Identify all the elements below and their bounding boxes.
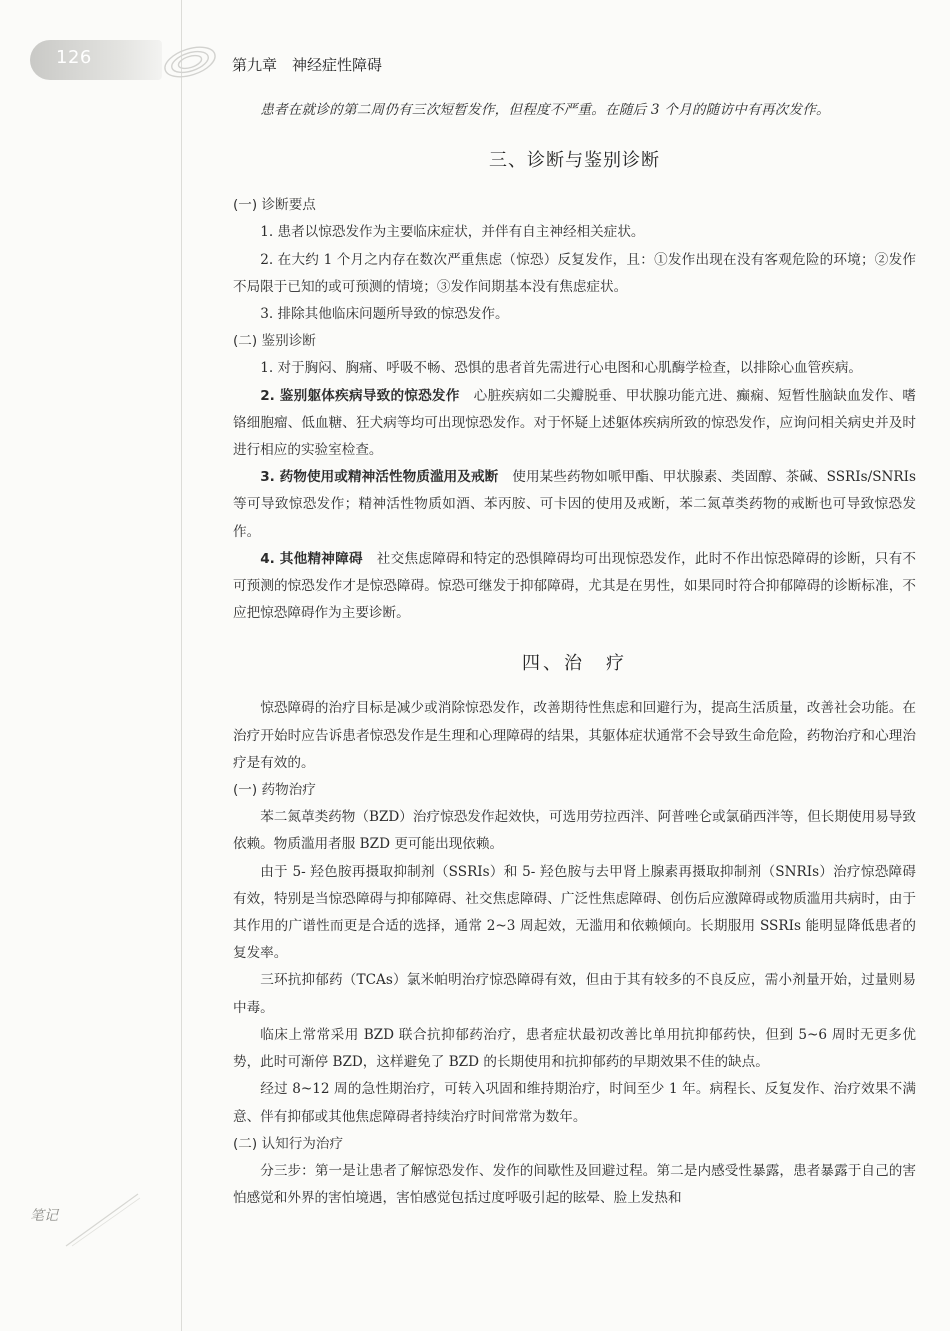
page-number: 126 (56, 47, 92, 68)
differential-item (233, 464, 916, 546)
diagnostic-point: 3. 排除其他临床问题所导致的惊恐发作。 (260, 306, 509, 323)
differential-item: 1. 对于胸闷、胸痛、呼吸不畅、恐惧的患者首先需进行心电图和心肌酶学检查，以排除心血管疾病。 (260, 360, 863, 377)
differential-item-text: 社交焦虑障碍和特定的恐惧障碍均可出现惊恐发作，此时不作出惊恐障碍的诊断，只有不可预测的惊恐发作才是惊恐障碍。惊恐可继发于抑郁障碍，尤其是在男性，如果同时符合抑郁障碍的诊断标准，不应把惊恐障碍作为主要诊断。 (233, 550, 916, 622)
differential-item-text: 使用某些药物如哌甲酯、甲状腺素、类固醇、茶碱、SSRIs/SNRIs 等可导致惊恐发作；精神活性物质如酒、苯丙胺、可卡因的使用及戒断，苯二氮䓬类药物的戒断也可导致惊恐发作。 (233, 469, 916, 540)
differential-item-lead: 4. 其他精神障碍 (260, 550, 363, 567)
subsection-diagnostic-points: (一) 诊断要点 (233, 197, 316, 214)
margin-rule (181, 0, 182, 1331)
section-title-diagnosis: 三、诊断与鉴别诊断 (489, 150, 660, 172)
subsection-cbt: (二) 认知行为治疗 (233, 1135, 344, 1152)
diagnostic-point: 1. 患者以惊恐发作为主要临床症状，并伴有自主神经相关症状。 (260, 224, 645, 241)
diagnostic-point: 2. 在大约 1 个月之内存在数次严重焦虑（惊恐）反复发作，且：①发作出现在没有客观危险的环境；②发作不局限于已知的或可预测的情境；③发作间期基本没有焦虑症状。 (233, 251, 916, 295)
margin-note-label: 笔记 (30, 1208, 58, 1224)
differential-item (233, 546, 916, 628)
pen-stroke-icon (62, 1190, 142, 1250)
swirl-logo-icon (160, 30, 230, 90)
chapter-header: 第九章 神经症性障碍 (232, 56, 383, 74)
differential-item (233, 383, 916, 465)
section-title-treatment: 四、治 疗 (522, 653, 627, 675)
treatment-intro: 惊恐障碍的治疗目标是减少或消除惊恐发作，改善期待性焦虑和回避行为，提高生活质量，改善社会功能。在治疗开始时应告诉患者惊恐发作是生理和心理障碍的结果，其躯体症状通常不会导致生命危险，药物治疗和心理治疗是有效的。 (233, 700, 916, 771)
case-paragraph: 患者在就诊的第二周仍有三次短暂发作，但程度不严重。在随后 3 个月的随访中有再次发作。 (260, 102, 830, 118)
drug-therapy-paragraph: 由于 5- 羟色胺再摄取抑制剂（SSRIs）和 5- 羟色胺与去甲肾上腺素再摄取抑制剂（SNRIs）治疗惊恐障碍有效，特别是当惊恐障碍与抑郁障碍、社交焦虑障碍、广泛性焦虑障碍、创伤后应激障碍或物质滥用共病时，由于其作用的广谱性而更是合适的选择，通常 2~3 周起效，无滥用和依赖倾向。长期服用 SSRIs 能明显降低患者的复发率。 (233, 863, 916, 962)
cbt-paragraph: 分三步：第一是让患者了解惊恐发作、发作的间歇性及回避过程。第二是内感受性暴露，患者暴露于自己的害怕感觉和外界的害怕境遇，害怕感觉包括过度呼吸引起的眩晕、脸上发热和 (233, 1162, 916, 1207)
drug-therapy-paragraph: 经过 8~12 周的急性期治疗，可转入巩固和维持期治疗，时间至少 1 年。病程长、反复发作、治疗效果不满意、伴有抑郁或其他焦虑障碍者持续治疗时间常常为数年。 (233, 1081, 916, 1125)
differential-item-lead: 2. 鉴别躯体疾病导致的惊恐发作 (260, 387, 460, 404)
differential-item-lead: 3. 药物使用或精神活性物质滥用及戒断 (260, 469, 499, 486)
subsection-differential: (二) 鉴别诊断 (233, 333, 316, 350)
differential-item-text: 心脏疾病如二尖瓣脱垂、甲状腺功能亢进、癫痫、短暂性脑缺血发作、嗜铬细胞瘤、低血糖、狂犬病等均可出现惊恐发作。对于怀疑上述躯体疾病所致的惊恐发作，应询问相关病史并及时进行相应的实验室检查。 (233, 387, 917, 459)
drug-therapy-paragraph: 三环抗抑郁药（TCAs）氯米帕明治疗惊恐障碍有效，但由于其有较多的不良反应，需小剂量开始，过量则易中毒。 (233, 972, 916, 1016)
subsection-drug-therapy: (一) 药物治疗 (233, 782, 316, 799)
drug-therapy-paragraph: 苯二氮䓬类药物（BZD）治疗惊恐发作起效快，可选用劳拉西泮、阿普唑仑或氯硝西泮等，但长期使用易导致依赖。物质滥用者服 BZD 更可能出现依赖。 (233, 809, 916, 853)
page-number-tab (30, 40, 162, 80)
drug-therapy-paragraph: 临床上常常采用 BZD 联合抗抑郁药治疗，患者症状最初改善比单用抗抑郁药快，但到 5~6 周时无更多优势，此时可渐停 BZD，这样避免了 BZD 的长期使用和抗抑郁药的早期效果不佳的缺点。 (233, 1026, 916, 1071)
page-content (233, 97, 916, 1212)
